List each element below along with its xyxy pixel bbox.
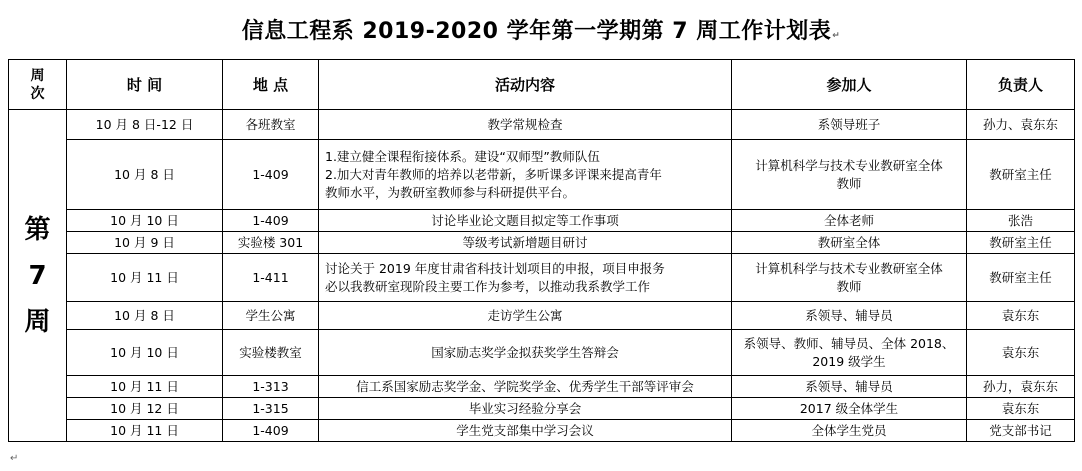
table-row [9, 210, 1075, 232]
place-cell: 1-409 [223, 140, 319, 210]
content-cell: 等级考试新增题目研讨 [319, 232, 732, 254]
time-cell: 10 月 11 日 [67, 420, 223, 442]
table-row [9, 330, 1075, 376]
content-line: 讨论关于 2019 年度甘肃省科技计划项目的申报，项目申报务 [325, 260, 665, 276]
content-line: 2.加大对青年教师的培养以老带新，多听课多评课来提高青年 [325, 166, 662, 182]
owner-cell: 孙力、袁东东 [967, 110, 1075, 140]
table-row [9, 420, 1075, 442]
end-paragraph-mark: ↵ [10, 453, 19, 464]
owner-cell: 袁东东 [967, 302, 1075, 330]
content-cell: 国家励志奖学金拟获奖学生答辩会 [319, 330, 732, 376]
participants-cell: 系领导、辅导员 [732, 302, 967, 330]
time-cell: 10 月 8 日 [67, 140, 223, 210]
owner-cell: 教研室主任 [967, 140, 1075, 210]
table-row [9, 376, 1075, 398]
content-cell: 走访学生公寓 [319, 302, 732, 330]
owner-cell: 张浩 [967, 210, 1075, 232]
time-cell: 10 月 12 日 [67, 398, 223, 420]
content-line: 必以我教研室现阶段主要工作为参考，以推动我系教学工作 [325, 278, 651, 294]
content-line: 1.建立健全课程衔接体系。建设“双师型”教师队伍 [325, 148, 600, 164]
header-content: 活动内容 [319, 60, 732, 110]
place-cell: 实验楼 301 [223, 232, 319, 254]
week-cell [9, 110, 67, 442]
owner-cell: 教研室主任 [967, 254, 1075, 302]
participants-line: 系领导、教师、辅导员、全体 2018、 [743, 335, 955, 351]
participants-cell: 系领导班子 [732, 110, 967, 140]
table-row [9, 398, 1075, 420]
content-cell: 教学常规检查 [319, 110, 732, 140]
table-row [9, 232, 1075, 254]
title-text: 信息工程系 2019-2020 学年第一学期第 7 周工作计划表 [241, 19, 832, 44]
place-cell: 各班教室 [223, 110, 319, 140]
header-participants: 参加人 [732, 60, 967, 110]
participants-cell [732, 254, 967, 302]
page-title [0, 14, 1082, 45]
place-cell: 1-411 [223, 254, 319, 302]
paragraph-mark: ↵ [832, 31, 841, 41]
content-cell [319, 254, 732, 302]
time-cell: 10 月 11 日 [67, 254, 223, 302]
participants-line: 教师 [836, 175, 862, 191]
week-label-1: 第 [24, 214, 51, 245]
time-cell: 10 月 8 日 [67, 302, 223, 330]
place-cell: 1-315 [223, 398, 319, 420]
content-cell: 学生党支部集中学习会议 [319, 420, 732, 442]
time-cell: 10 月 10 日 [67, 330, 223, 376]
participants-line: 计算机科学与技术专业教研室全体 [755, 157, 943, 173]
owner-cell: 教研室主任 [967, 232, 1075, 254]
content-cell: 毕业实习经验分享会 [319, 398, 732, 420]
participants-line: 2019 级学生 [812, 353, 886, 369]
table-row [9, 110, 1075, 140]
participants-line: 教师 [836, 278, 862, 294]
schedule-table [8, 59, 1075, 442]
table-row [9, 254, 1075, 302]
time-cell: 10 月 8 日-12 日 [67, 110, 223, 140]
participants-cell: 教研室全体 [732, 232, 967, 254]
week-label-2: 7 [28, 260, 47, 291]
participants-cell: 系领导、辅导员 [732, 376, 967, 398]
content-line: 教师水平，为教研室教师参与科研提供平台。 [325, 184, 576, 200]
week-label-3: 周 [24, 306, 51, 337]
place-cell: 学生公寓 [223, 302, 319, 330]
owner-cell: 孙力，袁东东 [967, 376, 1075, 398]
place-cell: 1-409 [223, 420, 319, 442]
participants-cell: 2017 级全体学生 [732, 398, 967, 420]
table-row [9, 140, 1075, 210]
participants-cell: 全体学生党员 [732, 420, 967, 442]
table-row [9, 302, 1075, 330]
header-row [9, 60, 1075, 110]
participants-cell [732, 140, 967, 210]
content-cell: 信工系国家励志奖学金、学院奖学金、优秀学生干部等评审会 [319, 376, 732, 398]
time-cell: 10 月 11 日 [67, 376, 223, 398]
owner-cell: 袁东东 [967, 398, 1075, 420]
owner-cell: 袁东东 [967, 330, 1075, 376]
header-time: 时 间 [67, 60, 223, 110]
content-cell [319, 140, 732, 210]
place-cell: 1-409 [223, 210, 319, 232]
time-cell: 10 月 10 日 [67, 210, 223, 232]
participants-cell [732, 330, 967, 376]
place-cell: 实验楼教室 [223, 330, 319, 376]
time-cell: 10 月 9 日 [67, 232, 223, 254]
participants-line: 计算机科学与技术专业教研室全体 [755, 260, 943, 276]
header-owner: 负责人 [967, 60, 1075, 110]
content-cell: 讨论毕业论文题目拟定等工作事项 [319, 210, 732, 232]
place-cell: 1-313 [223, 376, 319, 398]
header-place: 地 点 [223, 60, 319, 110]
owner-cell: 党支部书记 [967, 420, 1075, 442]
header-week: 周 次 [9, 60, 67, 110]
participants-cell: 全体老师 [732, 210, 967, 232]
